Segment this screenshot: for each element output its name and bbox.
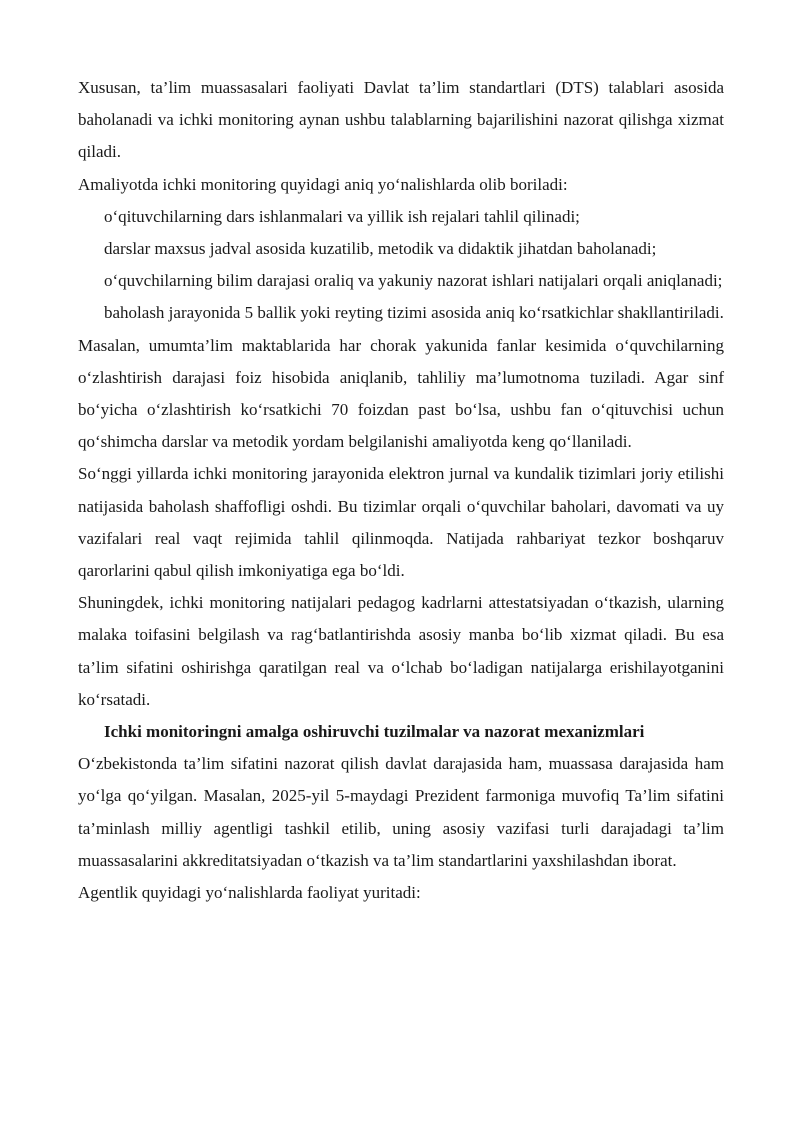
paragraph-directions-intro: Amaliyotda ichki monitoring quyidagi aniq yo‘nalishlarda olib boriladi:: [78, 174, 568, 194]
paragraph-electronic-journal: So‘nggi yillarda ichki monitoring jarayonida elektron jurnal va kundalik tizimlari joriy etilishi natijasida baholash shaffofligi oshdi. Bu tizimlar orqali o‘quvchilar baholari, davomati va uy vazifalari real vaqt rejimida tahlil qilinmoqda. Natijada rahbariyat tezkor boshqaruv qarorlarini qabul qilish imkoniyatiga ega bo‘ldi.: [78, 464, 724, 581]
paragraph-dts-intro: Xususan, ta’lim muassasalari faoliyati Davlat ta’lim standartlari (DTS) talablari asosida baholanadi va ichki monitoring aynan ushbu talablarning bajarilishini nazorat qilishga xizmat qiladi.: [78, 78, 724, 162]
list-item-grading-system: baholash jarayonida 5 ballik yoki reyting tizimi asosida aniq ko‘rsatkichlar shakllantiriladi.: [104, 303, 724, 323]
list-item-lesson-observation: darslar maxsus jadval asosida kuzatilib, metodik va didaktik jihatdan baholanadi;: [104, 239, 657, 259]
paragraph-attestation: Shuningdek, ichki monitoring natijalari pedagog kadrlarni attestatsiyadan o‘tkazish, ularning malaka toifasini belgilash va rag‘batlantirishda asosiy manba bo‘lib xizmat qiladi. Bu esa ta’lim sifatini oshirishga qaratilgan real va o‘lchab bo‘ladigan natijalarga erishilayotganini ko‘rsatadi.: [78, 593, 724, 709]
paragraph-agency-directions: Agentlik quyidagi yo‘nalishlarda faoliyat yuritadi:: [78, 883, 421, 903]
list-item-knowledge-level: o‘quvchilarning bilim darajasi oraliq va yakuniy nazorat ishlari natijalari orqali aniqlanadi;: [104, 271, 723, 291]
section-heading: Ichki monitoringni amalga oshiruvchi tuzilmalar va nazorat mexanizmlari: [104, 722, 645, 742]
document-body: [78, 72, 724, 909]
paragraph-quarterly-example: Masalan, umumta’lim maktablarida har chorak yakunida fanlar kesimida o‘quvchilarning o‘zlashtirish darajasi foiz hisobida aniqlanib, tahliliy ma’lumotnoma tuziladi. Agar sinf bo‘yicha o‘zlashtirish ko‘rsatkichi 70 foizdan past bo‘lsa, ushbu fan o‘qituvchisi uchun qo‘shimcha darslar va metodik yordam belgilanishi amaliyotda keng qo‘llaniladi.: [78, 335, 724, 452]
list-item-lesson-plans: o‘qituvchilarning dars ishlanmalari va yillik ish rejalari tahlil qilinadi;: [104, 206, 580, 226]
paragraph-national-agency: O‘zbekistonda ta’lim sifatini nazorat qilish davlat darajasida ham, muassasa darajasida ham yo‘lga qo‘yilgan. Masalan, 2025-yil 5-maydagi Prezident farmoniga muvofiq Ta’lim sifatini ta’minlash milliy agentligi tashkil etilib, uning asosiy vazifasi turli darajadagi ta’lim muassasalarini akkreditatsiyadan o‘tkazish va ta’lim standartlarini yaxshilashdan iborat.: [78, 754, 724, 870]
